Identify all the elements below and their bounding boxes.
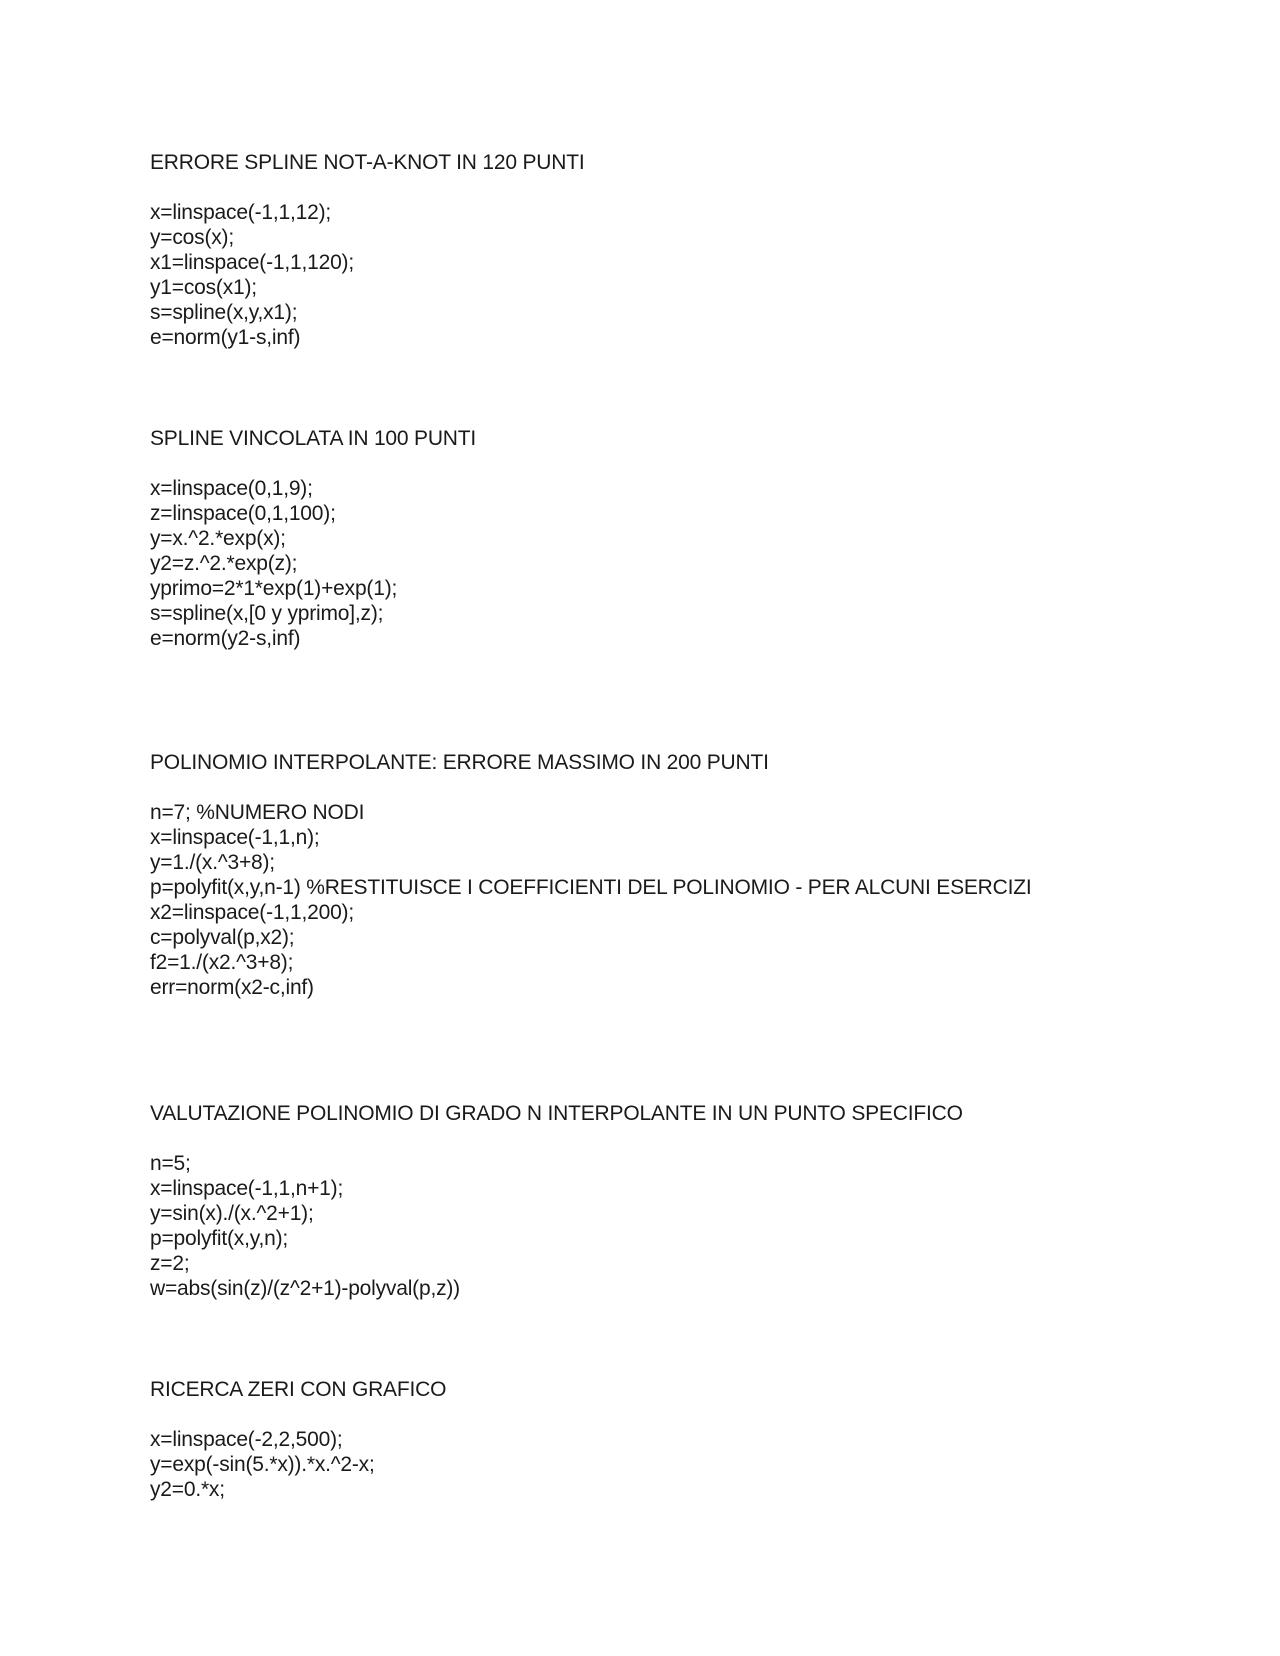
- section-title: POLINOMIO INTERPOLANTE: ERRORE MASSIMO IN 200 PUNTI: [150, 751, 769, 774]
- code-line: n=5;: [150, 1152, 191, 1175]
- code-line: n=7; %NUMERO NODI: [150, 801, 365, 824]
- code-line: p=polyfit(x,y,n);: [150, 1227, 289, 1250]
- code-line: y=exp(-sin(5.*x)).*x.^2-x;: [150, 1453, 375, 1476]
- code-line: x=linspace(0,1,9);: [150, 477, 313, 500]
- code-block: [150, 800, 1220, 1000]
- code-line: y=sin(x)./(x.^2+1);: [150, 1202, 314, 1225]
- code-line: z=linspace(0,1,100);: [150, 502, 336, 525]
- code-line: e=norm(y2-s,inf): [150, 627, 301, 650]
- code-block: [150, 1151, 1220, 1301]
- code-line: f2=1./(x2.^3+8);: [150, 951, 294, 974]
- code-line: e=norm(y1-s,inf): [150, 326, 301, 349]
- code-line: c=polyval(p,x2);: [150, 926, 295, 949]
- code-line: z=2;: [150, 1252, 190, 1275]
- code-line: s=spline(x,y,x1);: [150, 301, 298, 324]
- section-spline-not-a-knot: [150, 150, 1220, 350]
- code-line: y=1./(x.^3+8);: [150, 851, 275, 874]
- code-line: x=linspace(-2,2,500);: [150, 1428, 343, 1451]
- code-line: x2=linspace(-1,1,200);: [150, 901, 354, 924]
- section-title: VALUTAZIONE POLINOMIO DI GRADO N INTERPOLANTE IN UN PUNTO SPECIFICO: [150, 1102, 963, 1125]
- code-line: y2=z.^2.*exp(z);: [150, 552, 298, 575]
- code-line: y=cos(x);: [150, 226, 234, 249]
- section-polinomio-interpolante: [150, 750, 1220, 1000]
- code-line: y=x.^2.*exp(x);: [150, 527, 286, 550]
- code-line: w=abs(sin(z)/(z^2+1)-polyval(p,z)): [150, 1277, 460, 1300]
- section-ricerca-zeri: [150, 1377, 1220, 1502]
- code-line: p=polyfit(x,y,n-1) %RESTITUISCE I COEFFICIENTI DEL POLINOMIO - PER ALCUNI ESERCIZI: [150, 876, 1032, 899]
- section-spline-vincolata: [150, 426, 1220, 651]
- code-line: x1=linspace(-1,1,120);: [150, 251, 354, 274]
- code-line: err=norm(x2-c,inf): [150, 976, 314, 999]
- code-line: x=linspace(-1,1,n+1);: [150, 1177, 344, 1200]
- section-valutazione-polinomio: [150, 1101, 1220, 1301]
- code-block: [150, 476, 1220, 651]
- code-line: yprimo=2*1*exp(1)+exp(1);: [150, 577, 398, 600]
- code-line: y2=0.*x;: [150, 1478, 225, 1501]
- section-title: ERRORE SPLINE NOT-A-KNOT IN 120 PUNTI: [150, 151, 585, 174]
- code-line: x=linspace(-1,1,12);: [150, 201, 332, 224]
- section-title: RICERCA ZERI CON GRAFICO: [150, 1378, 447, 1401]
- code-line: s=spline(x,[0 y yprimo],z);: [150, 602, 384, 625]
- code-block: [150, 200, 1220, 350]
- code-line: y1=cos(x1);: [150, 276, 257, 299]
- section-title: SPLINE VINCOLATA IN 100 PUNTI: [150, 427, 477, 450]
- code-line: x=linspace(-1,1,n);: [150, 826, 320, 849]
- code-block: [150, 1427, 1220, 1502]
